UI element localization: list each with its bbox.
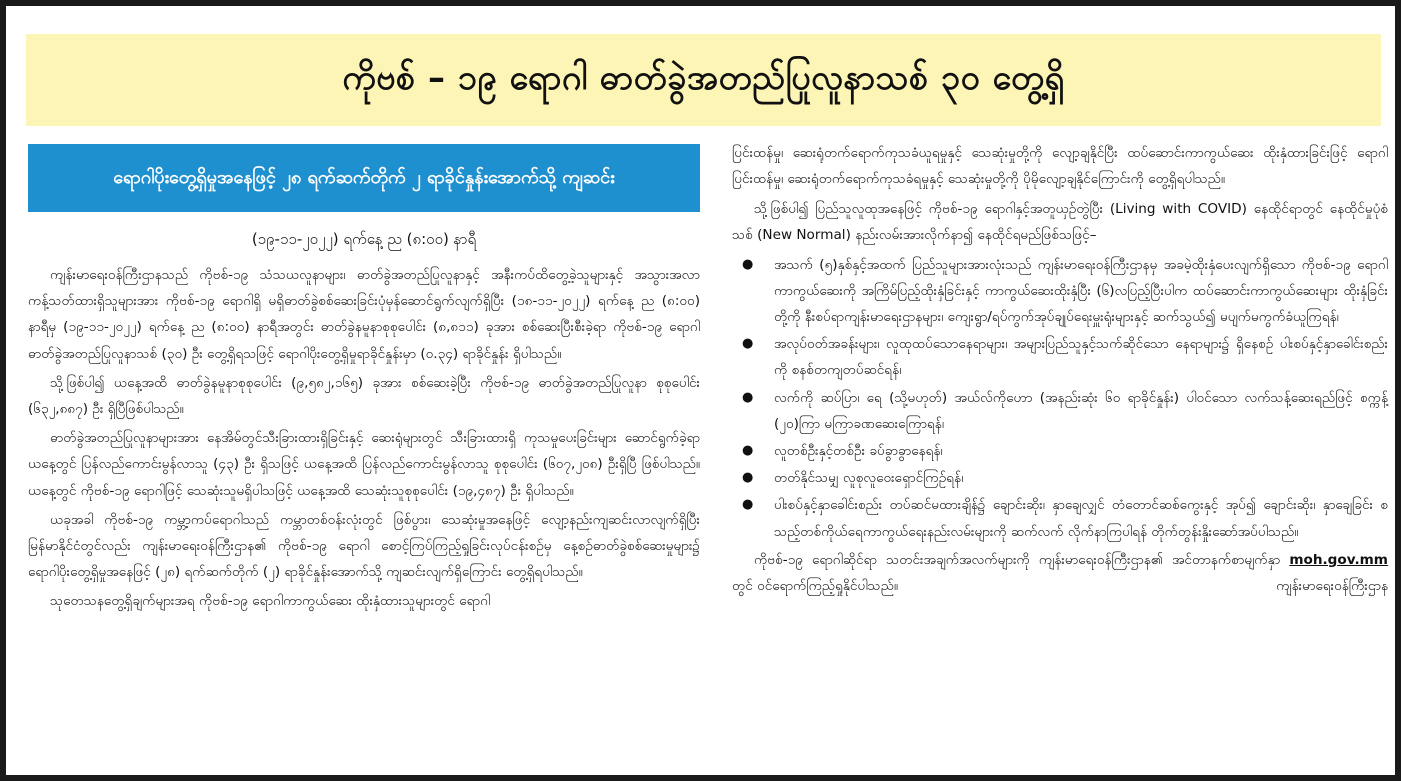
list-item: ● တတ်နိုင်သမျှ လူစုလူဝေးရှောင်ကြဉ်ရန်၊ [732,465,1388,491]
title-bar [26,34,1381,126]
paragraph: ဓာတ်ခွဲအတည်ပြုလူနာများအား နေအိမ်တွင်သီးခြားထားရှိခြင်းနှင့် ဆေးရုံများတွင် သီးခြားထားရှိ ကုသမှုပေးခြင်းများ ဆောင်ရွက်ခဲ့ရာ ယနေ့တွင် ပြန်လည်ကောင်းမွန်လာသူ (၄၃) ဦး ရှိသဖြင့် ယနေ့အထိ ပြန်လည်ကောင်းမွန်လာသူ စုစုပေါင်း (၆၀၇,၂၀၈) ဦးရှိပြီ ဖြစ်ပါသည်။ ယနေ့တွင် ကိုဗစ်-၁၉ ရောဂါဖြင့် သေဆုံးသူမရှိပါသဖြင့် ယနေ့အထိ သေဆုံးသူစုစုပေါင်း (၁၉,၄၈၇) ဦး ရှိပါသည်။ [28,430,700,499]
bullet-icon: ● [742,389,754,405]
bullet-icon: ● [742,443,754,459]
bullet-icon: ● [742,336,754,352]
bullet-icon: ● [742,497,754,513]
list-item: ● လူတစ်ဦးနှင့်တစ်ဦး ခပ်ခွာခွာနေရန်၊ [732,438,1388,464]
paragraph: သို့ဖြစ်ပါ၍ ပြည်သူလူထုအနေဖြင့် ကိုဗစ်-၁၉ ရောဂါနှင့်အတူယှဉ်တွဲပြီး (Living with COVID) နေထိုင်ရာတွင် နေထိုင်မှုပုံစံသစ် (New Normal) နည်းလမ်းအားလိုက်နာ၍ နေထိုင်ရမည်ဖြစ်သဖြင့်– [732,200,1388,244]
paragraph: ပြင်းထန်မှု၊ ဆေးရုံတက်ရောက်ကုသခံယူရမှုနှင့် သေဆုံးမှုတို့ကို လျော့ချနိုင်ပြီး ထပ်ဆောင်းကာကွယ်ဆေး ထိုးနှံထားခြင်းဖြင့် ရောဂါပြင်းထန်မှု၊ ဆေးရုံတက်ရောက်ကုသခံရမှုနှင့် သေဆုံးမှုတို့ကို ပိုမိုလျော့ချနိုင်ကြောင်းကို တွေ့ရှိရပါသည်။ [732,145,1388,188]
paragraph: ကျန်းမာရေးဝန်ကြီးဌာနသည် ကိုဗစ်-၁၉ သံသယလူနာများ၊ ဓာတ်ခွဲအတည်ပြုလူနာနှင့် အနီးကပ်ထိတွေ့ခဲ့သူများနှင့် အသွားအလာကန့်သတ်ထားရှိသူများအား ကိုဗစ်-၁၉ ရောဂါရှိ မရှိဓာတ်ခွဲစစ်ဆေးခြင်းပုံမှန်ဆောင်ရွက်လျက်ရှိပြီး (၁၈-၁၁-၂၀၂၂) ရက်နေ့ ည (၈:၀၀) နာရီမှ (၁၉-၁၁-၂၀၂၂) ရက်နေ့ ည (၈:၀၀) နာရီအတွင်း ဓာတ်ခွဲနမူနာစုစုပေါင်း (၈,၈၁၁) ခုအား စစ်ဆေးပြီးစီးခဲ့ရာ ကိုဗစ်-၁၉ ရောဂါ ဓာတ်ခွဲအတည်ပြုလူနာသစ် (၃၀) ဦး တွေ့ရှိရသဖြင့် ရောဂါပိုးတွေ့ရှိမှုရာခိုင်နှုန်းမှာ (၀.၃၄) ရာခိုင်နှုန်း ရှိပါသည်။ [28,267,700,362]
list-item: ● ပါးစပ်နှင့်နှာခေါင်းစည်း တပ်ဆင်မထားချိန်၌ ချောင်းဆိုး၊ နှာချေလျှင် တံတောင်ဆစ်ကွေးနှင့် အုပ်၍ ချောင်းဆိုး၊ နှာချေခြင်း စသည့်တစ်ကိုယ်ရေကာကွယ်ရေးနည်းလမ်းများကို ဆက်လက် လိုက်နာကြပါရန် တိုက်တွန်းနှိုးဆော်အပ်ပါသည်။ [732,492,1388,544]
paragraph: သုတေသနတွေ့ရှိချက်များအရ ကိုဗစ်-၁၉ ရောဂါကာကွယ်ဆေး ထိုးနှံထားသူများတွင် ရောဂါ [50,593,491,610]
list-item: ● အသက် (၅)နှစ်နှင့်အထက် ပြည်သူများအားလုံးသည် ကျန်းမာရေးဝန်ကြီးဌာနမှ အခမဲ့ထိုးနှံပေးလျက်ရှိသော ကိုဗစ်-၁၉ ရောဂါ ကာကွယ်ဆေးကို အကြိမ်ပြည့်ထိုးနှံခြင်းနှင့် ကာကွယ်ဆေးထိုးနှံပြီး (၆)လပြည့်ပြီးပါက ထပ်ဆောင်းကာကွယ်ဆေးများ ထိုးနှံခြင်းတို့ကို နီးစပ်ရာကျန်းမာရေးဌာနများ၊ ကျေးရွာ/ရပ်ကွက်အုပ်ချုပ်ရေးမှူးရုံးများနှင့် ဆက်သွယ်၍ မပျက်မကွက်ခံယူကြရန်၊ [732,252,1388,331]
page-title: ကိုဗစ် – ၁၉ ရောဂါ ဓာတ်ခွဲအတည်ပြုလူနာသစ် ၃၀ တွေ့ရှိ [342,57,1065,98]
right-column [732,140,1388,603]
guideline-list [732,252,1388,545]
website-link[interactable]: moh.gov.mm [1289,551,1388,568]
dateline: (၁၉-၁၁-၂၀၂၂) ရက်နေ့ ည (၈:၀၀) နာရီ [251,230,477,248]
closing-paragraph: ကိုဗစ်-၁၉ ရောဂါဆိုင်ရာ သတင်းအချက်အလက်များကို ကျန်းမာရေးဝန်ကြီးဌာန၏ အင်တာနက်စာမျက်နှာ moh.gov.mm တွင် ဝင်ရောက်ကြည့်ရှုနိုင်ပါသည်။ ကျန်းမာရေးဝန်ကြီးဌာန [732,547,1388,600]
bullet-icon: ● [742,256,754,272]
bullet-icon: ● [742,470,754,486]
headline-banner: ရောဂါပိုးတွေ့ရှိမှုအနေဖြင့် ၂၈ ရက်ဆက်တိုက် ၂ ရာခိုင်နှုန်းအောက်သို့ ကျဆင်း [28,144,700,212]
left-column [28,144,700,618]
paragraph: ယခုအခါ ကိုဗစ်-၁၉ ကမ္ဘာ့ကပ်ရောဂါသည် ကမ္ဘာတစ်ဝန်းလုံးတွင် ဖြစ်ပွား၊ သေဆုံးမှုအနေဖြင့် လျော့နည်းကျဆင်းလာလျက်ရှိပြီး မြန်မာနိုင်ငံတွင်လည်း ကျန်းမာရေးဝန်ကြီးဌာန၏ ကိုဗစ်-၁၉ ရောဂါ စောင့်ကြပ်ကြည့်ရှုခြင်းလုပ်ငန်းစဉ်မှ နေ့စဉ်ဓာတ်ခွဲစစ်ဆေးမှုများ၌ ရောဂါပိုးတွေ့ရှိမှုအနေဖြင့် (၂၈) ရက်ဆက်တိုက် (၂) ရာခိုင်နှုန်းအောက်သို့ ကျဆင်းလျက်ရှိကြောင်း တွေ့ရှိရပါသည်။ [28,511,700,581]
signature: ကျန်းမာရေးဝန်ကြီးဌာန [1276,578,1388,595]
paragraph: သို့ဖြစ်ပါ၍ ယနေ့အထိ ဓာတ်ခွဲနမူနာစုစုပေါင်း (၉,၅၈၂,၁၆၅) ခုအား စစ်ဆေးခဲ့ပြီး ကိုဗစ်-၁၉ ဓာတ်ခွဲအတည်ပြုလူနာ စုစုပေါင်း (၆၃၂,၈၈၇) ဦး ရှိပြီဖြစ်ပါသည်။ [28,374,700,418]
list-item: ● အလုပ်ဝတ်အခန်းများ၊ လူထုထပ်သောနေရာများ၊ အများပြည်သူနှင့်သက်ဆိုင်သော နေရာများ၌ ရှိနေစဉ် ပါးစပ်နှင့်နှာခေါင်းစည်းကို စနစ်တကျတပ်ဆင်ရန်၊ [732,331,1388,383]
list-item: ● လက်ကို ဆပ်ပြာ၊ ရေ (သို့မဟုတ်) အယ်လ်ကိုဟော (အနည်းဆုံး ၆၀ ရာခိုင်နှုန်း) ပါဝင်သော လက်သန့်ဆေးရည်ဖြင့် စက္ကန့် (၂၀)ကြာ မကြာခဏဆေးကြောရန်၊ [732,385,1388,437]
